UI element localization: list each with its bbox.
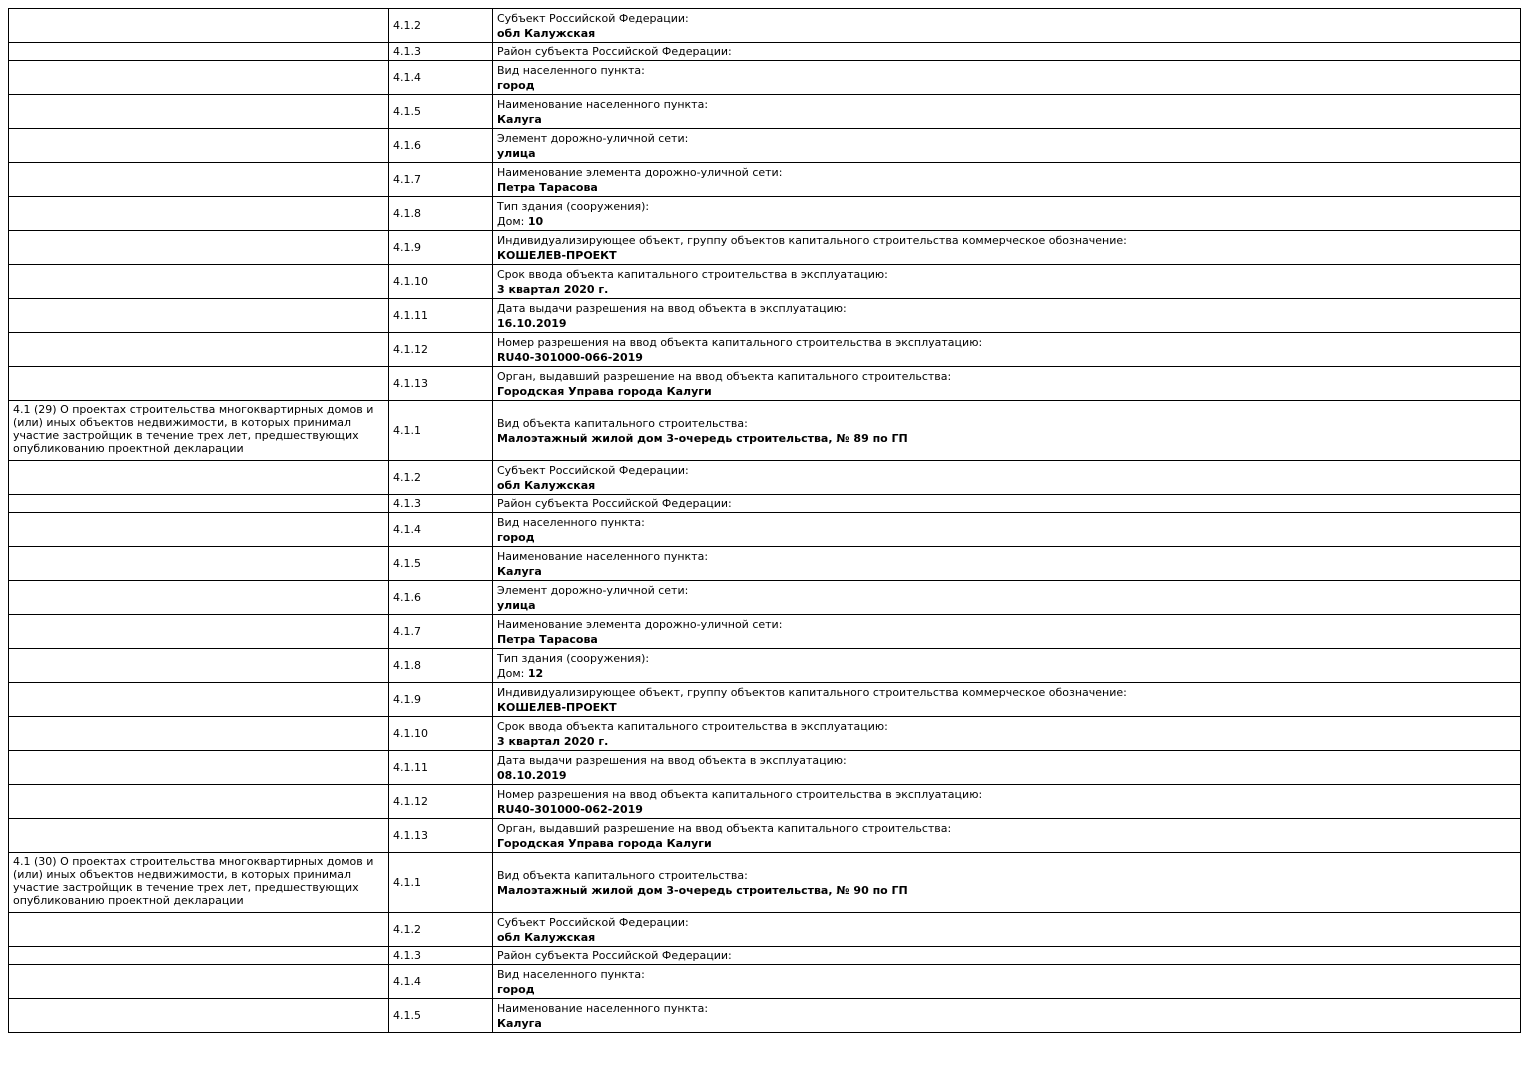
table-row	[9, 61, 1521, 95]
field-value-text: RU40-301000-062-2019	[497, 802, 643, 816]
row-code: 4.1.11	[389, 751, 493, 785]
section-title-cell	[9, 785, 389, 819]
field-value-text: 12	[527, 666, 544, 680]
field-value-text: Малоэтажный жилой дом 3-очередь строительства, № 90 по ГП	[497, 883, 908, 897]
row-code: 4.1.1	[389, 401, 493, 461]
field-label: Вид объекта капитального строительства:	[497, 416, 748, 430]
row-content	[493, 615, 1521, 649]
field-value	[497, 112, 1516, 127]
row-content	[493, 913, 1521, 947]
field-label: Тип здания (сооружения):	[497, 199, 650, 213]
field-label: Вид населенного пункта:	[497, 63, 645, 77]
field-value-text: Калуга	[497, 112, 542, 126]
field-value-text: город	[497, 530, 535, 544]
section-title-cell	[9, 913, 389, 947]
row-content	[493, 649, 1521, 683]
section-title-cell	[9, 649, 389, 683]
section-title-cell	[9, 999, 389, 1033]
field-label: Наименование элемента дорожно-уличной сети:	[497, 617, 783, 631]
field-value	[497, 768, 1516, 783]
row-code: 4.1.12	[389, 785, 493, 819]
row-code: 4.1.4	[389, 965, 493, 999]
row-content	[493, 367, 1521, 401]
row-code: 4.1.9	[389, 231, 493, 265]
field-value-text: 08.10.2019	[497, 768, 567, 782]
table-row	[9, 231, 1521, 265]
field-label: Срок ввода объекта капитального строительства в эксплуатацию:	[497, 719, 888, 733]
field-value	[497, 478, 1516, 493]
field-value	[497, 431, 1516, 446]
field-label: Наименование населенного пункта:	[497, 549, 709, 563]
section-title-cell	[9, 751, 389, 785]
section-title-cell	[9, 231, 389, 265]
field-value	[497, 836, 1516, 851]
field-label: Индивидуализирующее объект, группу объектов капитального строительства коммерческое обозначение:	[497, 233, 1127, 247]
table-row	[9, 853, 1521, 913]
table-row	[9, 197, 1521, 231]
field-value-text: город	[497, 982, 535, 996]
row-code: 4.1.8	[389, 649, 493, 683]
field-value-text: Калуга	[497, 564, 542, 578]
field-value-text: обл Калужская	[497, 478, 596, 492]
row-content	[493, 785, 1521, 819]
field-label: Субъект Российской Федерации:	[497, 11, 689, 25]
row-content	[493, 95, 1521, 129]
field-value	[497, 982, 1516, 997]
field-label: Район субъекта Российской Федерации:	[497, 949, 732, 962]
row-code: 4.1.5	[389, 999, 493, 1033]
table-row	[9, 683, 1521, 717]
field-value-text: Калуга	[497, 1016, 542, 1030]
section-title-cell	[9, 615, 389, 649]
row-code: 4.1.3	[389, 947, 493, 965]
section-title-cell	[9, 965, 389, 999]
section-title-cell	[9, 265, 389, 299]
row-content	[493, 461, 1521, 495]
field-value-text: 3 квартал 2020 г.	[497, 282, 609, 296]
field-label: Тип здания (сооружения):	[497, 651, 650, 665]
row-content	[493, 333, 1521, 367]
field-label: Элемент дорожно-уличной сети:	[497, 131, 689, 145]
field-value	[497, 146, 1516, 161]
field-value	[497, 734, 1516, 749]
field-label: Элемент дорожно-уличной сети:	[497, 583, 689, 597]
row-content	[493, 751, 1521, 785]
section-title-cell	[9, 547, 389, 581]
row-content	[493, 947, 1521, 965]
field-value	[497, 564, 1516, 579]
field-value	[497, 666, 1516, 681]
field-value-text: 10	[527, 214, 544, 228]
table-row	[9, 163, 1521, 197]
row-content	[493, 43, 1521, 61]
field-value	[497, 1016, 1516, 1031]
field-value	[497, 883, 1516, 898]
row-content	[493, 299, 1521, 333]
table-row	[9, 401, 1521, 461]
table-row	[9, 43, 1521, 61]
row-code: 4.1.13	[389, 819, 493, 853]
row-code: 4.1.1	[389, 853, 493, 913]
table-row	[9, 999, 1521, 1033]
field-value-text: Петра Тарасова	[497, 632, 598, 646]
section-title-cell	[9, 367, 389, 401]
section-title-cell	[9, 61, 389, 95]
table-row	[9, 9, 1521, 43]
table-row	[9, 819, 1521, 853]
row-code: 4.1.10	[389, 265, 493, 299]
field-label: Наименование населенного пункта:	[497, 1001, 709, 1015]
table-row	[9, 513, 1521, 547]
table-row	[9, 367, 1521, 401]
field-label: Орган, выдавший разрешение на ввод объекта капитального строительства:	[497, 369, 952, 383]
section-title-cell	[9, 129, 389, 163]
field-value	[497, 700, 1516, 715]
field-label: Район субъекта Российской Федерации:	[497, 45, 732, 58]
field-label: Вид населенного пункта:	[497, 515, 645, 529]
field-label: Номер разрешения на ввод объекта капитального строительства в эксплуатацию:	[497, 787, 983, 801]
table-row	[9, 751, 1521, 785]
field-value	[497, 316, 1516, 331]
field-value	[497, 598, 1516, 613]
table-row	[9, 495, 1521, 513]
field-value	[497, 384, 1516, 399]
table-row	[9, 947, 1521, 965]
field-value	[497, 78, 1516, 93]
row-content	[493, 163, 1521, 197]
field-value-text: 3 квартал 2020 г.	[497, 734, 609, 748]
row-content	[493, 401, 1521, 461]
row-content	[493, 129, 1521, 163]
field-value-text: город	[497, 78, 535, 92]
section-title-cell	[9, 819, 389, 853]
field-value-text: КОШЕЛЕВ-ПРОЕКТ	[497, 248, 617, 262]
field-label: Субъект Российской Федерации:	[497, 463, 689, 477]
section-title-cell	[9, 43, 389, 61]
section-title-cell	[9, 513, 389, 547]
field-label: Наименование элемента дорожно-уличной сети:	[497, 165, 783, 179]
table-row	[9, 913, 1521, 947]
table-row	[9, 615, 1521, 649]
field-value-text: КОШЕЛЕВ-ПРОЕКТ	[497, 700, 617, 714]
section-title-cell	[9, 95, 389, 129]
table-row	[9, 649, 1521, 683]
field-label: Субъект Российской Федерации:	[497, 915, 689, 929]
row-content	[493, 495, 1521, 513]
row-code: 4.1.12	[389, 333, 493, 367]
field-value-text: Городская Управа города Калуги	[497, 836, 712, 850]
section-title-cell	[9, 9, 389, 43]
section-title-cell: 4.1 (30) О проектах строительства многоквартирных домов и (или) иных объектов недвижимости, в которых принимал участие застройщик в течение трех лет, предшествующих опубликованию проектной декларации	[9, 853, 389, 913]
field-value	[497, 26, 1516, 41]
table-row	[9, 265, 1521, 299]
field-value-text: обл Калужская	[497, 26, 596, 40]
row-content	[493, 853, 1521, 913]
section-title-cell	[9, 333, 389, 367]
row-content	[493, 819, 1521, 853]
field-label: Номер разрешения на ввод объекта капитального строительства в эксплуатацию:	[497, 335, 983, 349]
row-content	[493, 683, 1521, 717]
row-code: 4.1.6	[389, 129, 493, 163]
row-code: 4.1.3	[389, 43, 493, 61]
row-code: 4.1.6	[389, 581, 493, 615]
row-content	[493, 265, 1521, 299]
field-label: Дата выдачи разрешения на ввод объекта в эксплуатацию:	[497, 301, 847, 315]
row-content	[493, 717, 1521, 751]
row-content	[493, 513, 1521, 547]
row-code: 4.1.4	[389, 513, 493, 547]
table-row	[9, 965, 1521, 999]
section-title-cell	[9, 461, 389, 495]
row-code: 4.1.2	[389, 913, 493, 947]
section-title-cell	[9, 495, 389, 513]
row-content	[493, 581, 1521, 615]
field-value-text: Петра Тарасова	[497, 180, 598, 194]
field-value	[497, 802, 1516, 817]
row-code: 4.1.9	[389, 683, 493, 717]
field-value	[497, 248, 1516, 263]
row-code: 4.1.4	[389, 61, 493, 95]
row-content	[493, 61, 1521, 95]
row-content	[493, 547, 1521, 581]
field-label: Срок ввода объекта капитального строительства в эксплуатацию:	[497, 267, 888, 281]
row-code: 4.1.7	[389, 163, 493, 197]
field-value	[497, 350, 1516, 365]
table-row	[9, 785, 1521, 819]
table-row	[9, 717, 1521, 751]
field-label: Наименование населенного пункта:	[497, 97, 709, 111]
table-row	[9, 129, 1521, 163]
row-content	[493, 999, 1521, 1033]
declaration-table-body	[9, 9, 1521, 1033]
declaration-table	[8, 8, 1521, 1033]
section-title-cell	[9, 947, 389, 965]
field-value	[497, 530, 1516, 545]
field-value	[497, 214, 1516, 229]
row-code: 4.1.2	[389, 9, 493, 43]
field-label: Район субъекта Российской Федерации:	[497, 497, 732, 510]
section-title-cell	[9, 717, 389, 751]
row-code: 4.1.5	[389, 95, 493, 129]
field-value-text: улица	[497, 146, 536, 160]
table-row	[9, 299, 1521, 333]
row-content	[493, 9, 1521, 43]
field-label: Индивидуализирующее объект, группу объектов капитального строительства коммерческое обозначение:	[497, 685, 1127, 699]
row-code: 4.1.13	[389, 367, 493, 401]
table-row	[9, 547, 1521, 581]
table-row	[9, 581, 1521, 615]
section-title-cell	[9, 581, 389, 615]
field-label: Вид населенного пункта:	[497, 967, 645, 981]
field-value-prefix: Дом:	[497, 666, 528, 680]
row-code: 4.1.8	[389, 197, 493, 231]
field-label: Дата выдачи разрешения на ввод объекта в эксплуатацию:	[497, 753, 847, 767]
row-content	[493, 231, 1521, 265]
field-label: Вид объекта капитального строительства:	[497, 868, 748, 882]
row-content	[493, 965, 1521, 999]
section-title-cell	[9, 299, 389, 333]
row-code: 4.1.7	[389, 615, 493, 649]
field-value	[497, 930, 1516, 945]
section-title-cell	[9, 683, 389, 717]
field-value-text: Малоэтажный жилой дом 3-очередь строительства, № 89 по ГП	[497, 431, 908, 445]
row-content	[493, 197, 1521, 231]
row-code: 4.1.2	[389, 461, 493, 495]
row-code: 4.1.10	[389, 717, 493, 751]
field-value-prefix: Дом:	[497, 214, 528, 228]
field-value	[497, 180, 1516, 195]
table-row	[9, 333, 1521, 367]
row-code: 4.1.3	[389, 495, 493, 513]
field-value-text: Городская Управа города Калуги	[497, 384, 712, 398]
row-code: 4.1.5	[389, 547, 493, 581]
field-label: Орган, выдавший разрешение на ввод объекта капитального строительства:	[497, 821, 952, 835]
row-code: 4.1.11	[389, 299, 493, 333]
field-value-text: 16.10.2019	[497, 316, 567, 330]
section-title-cell	[9, 197, 389, 231]
field-value-text: RU40-301000-066-2019	[497, 350, 643, 364]
section-title-cell	[9, 163, 389, 197]
field-value	[497, 282, 1516, 297]
field-value	[497, 632, 1516, 647]
table-row	[9, 95, 1521, 129]
table-row	[9, 461, 1521, 495]
section-title-cell: 4.1 (29) О проектах строительства многоквартирных домов и (или) иных объектов недвижимости, в которых принимал участие застройщик в течение трех лет, предшествующих опубликованию проектной декларации	[9, 401, 389, 461]
field-value-text: улица	[497, 598, 536, 612]
field-value-text: обл Калужская	[497, 930, 596, 944]
